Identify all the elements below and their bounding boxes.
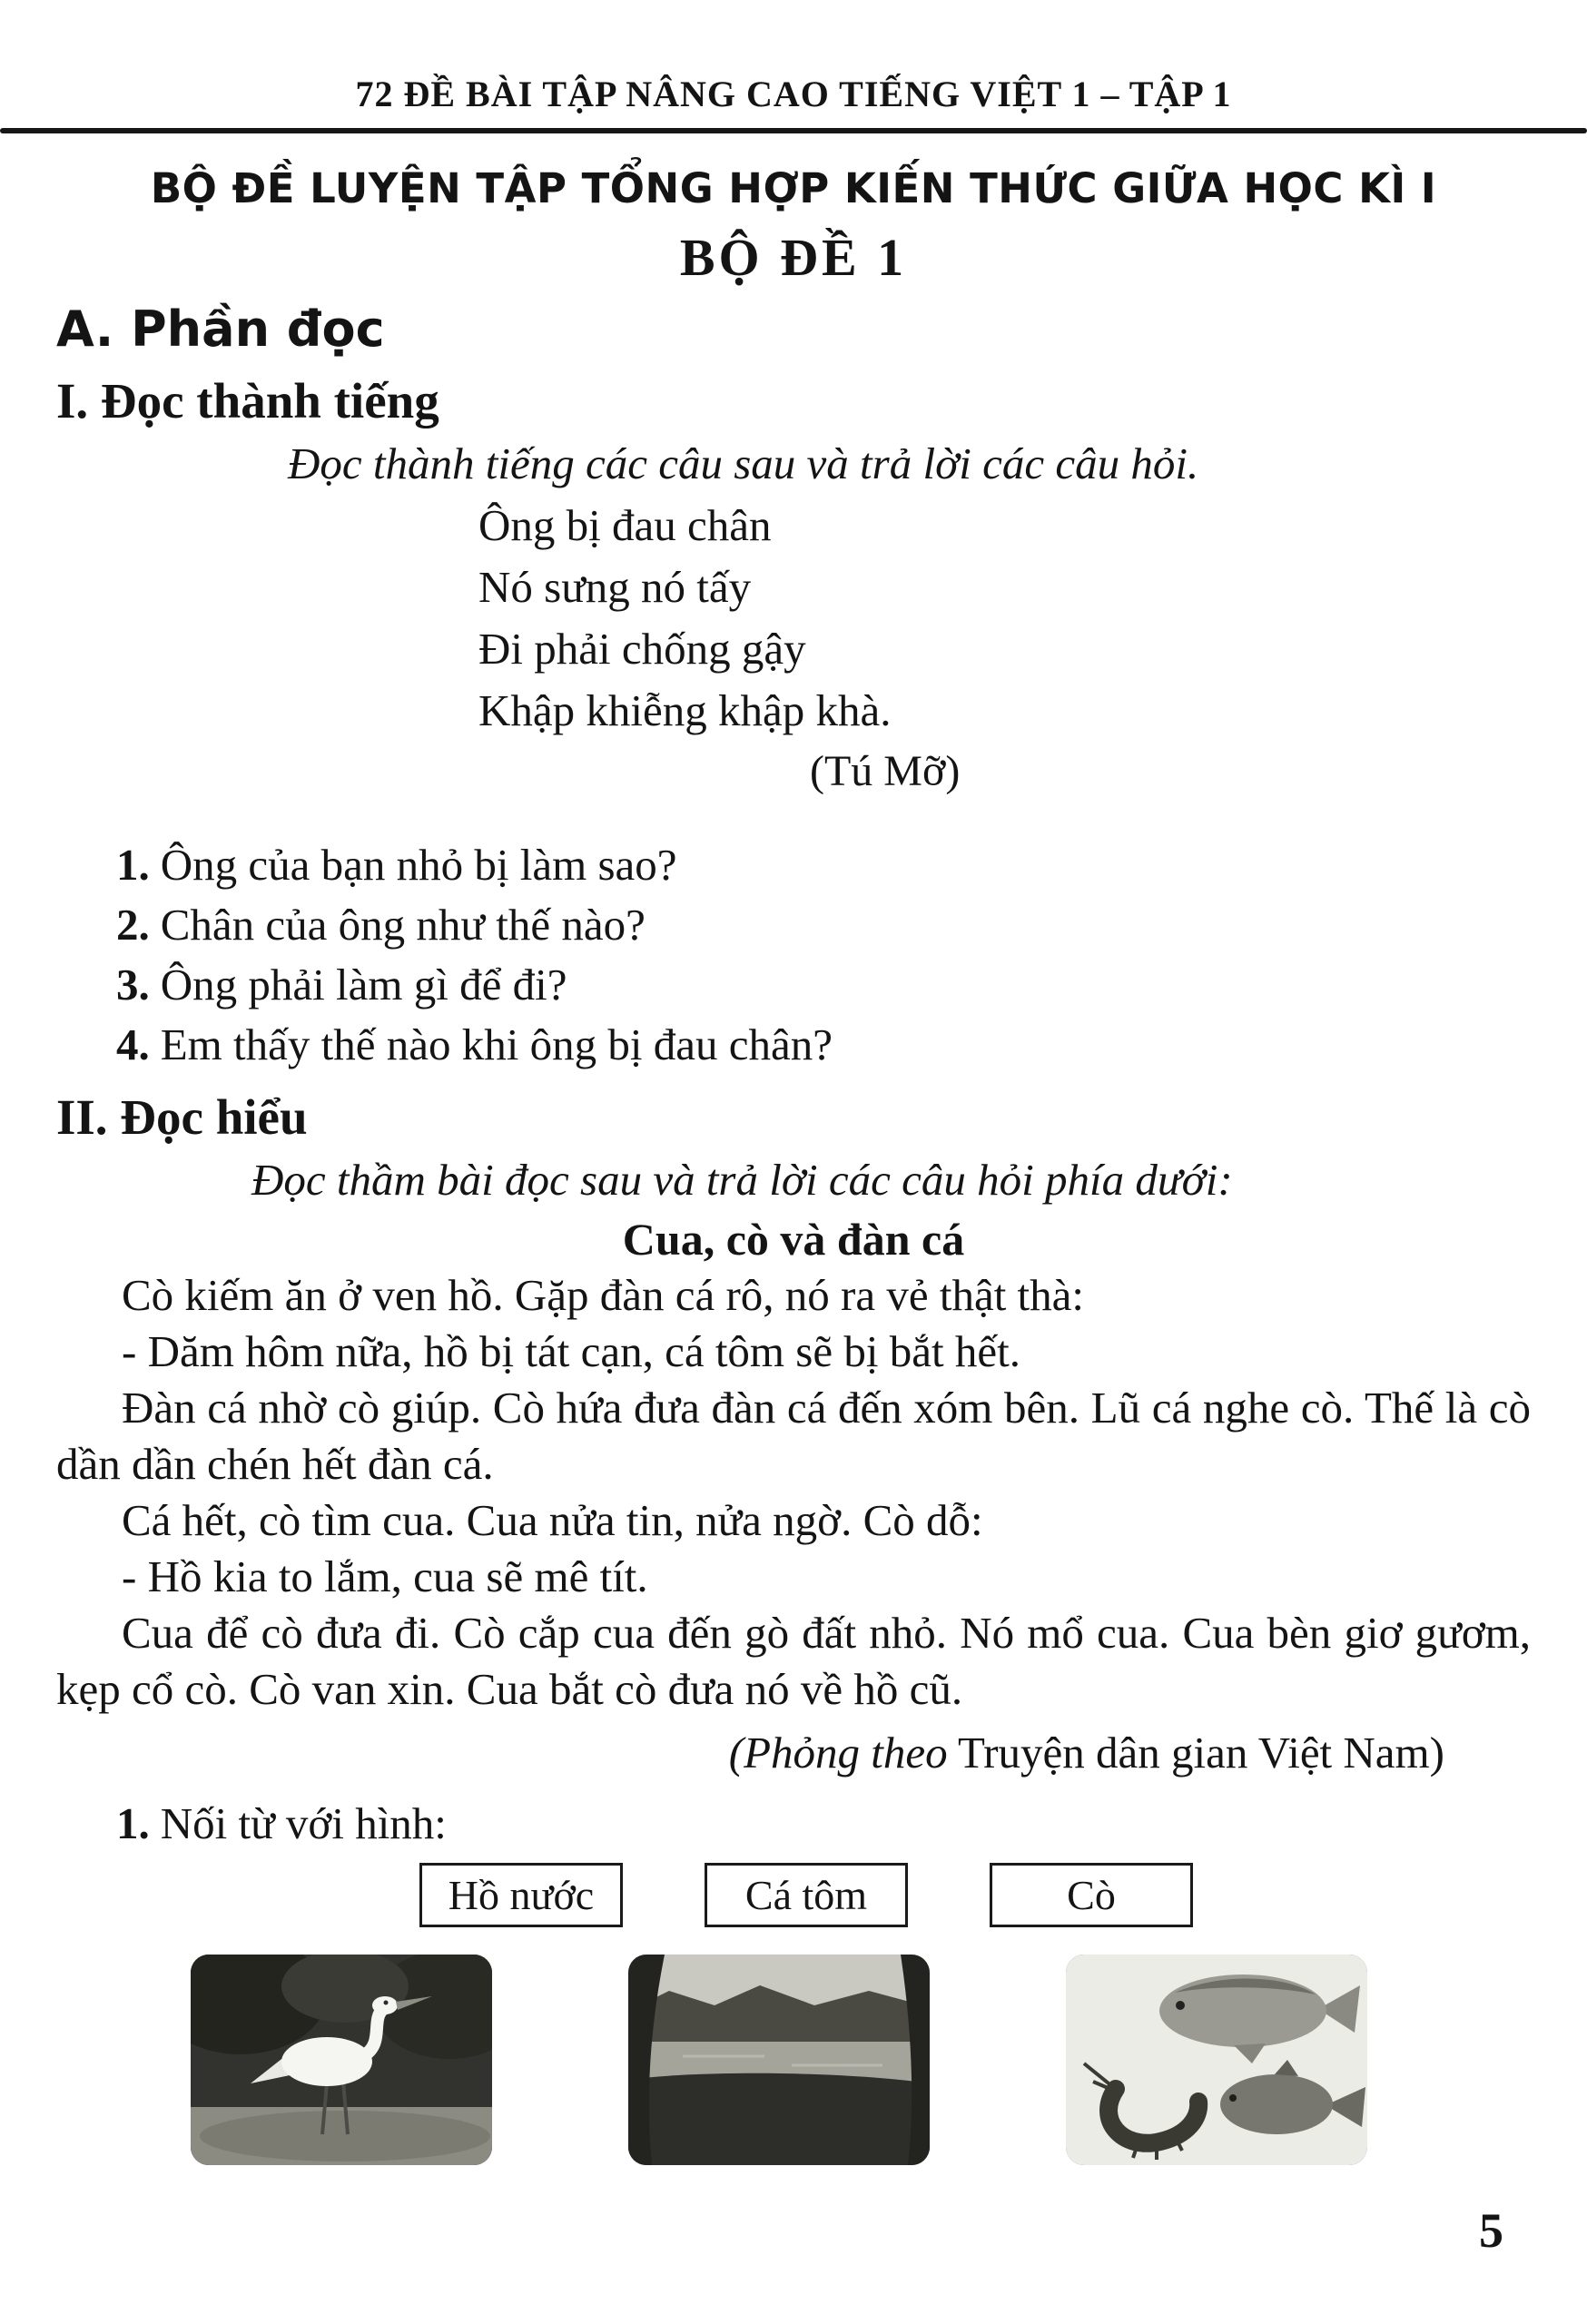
question-item <box>116 896 1531 954</box>
story-source <box>56 1725 1531 1781</box>
word-box-ca-tom: Cá tôm <box>705 1863 908 1927</box>
story-source-italic: (Phỏng theo <box>728 1728 948 1777</box>
reading-aloud-instruction: Đọc thành tiếng các câu sau và trả lời các câu hỏi. <box>288 438 1199 488</box>
question-number: 3. <box>116 960 150 1009</box>
question-item <box>116 956 1531 1014</box>
page-number: 5 <box>1479 2203 1503 2258</box>
question-number: 1. <box>116 840 150 890</box>
question-item <box>116 1016 1531 1074</box>
lake-photo <box>628 1955 930 2165</box>
story-paragraph: - Hồ kia to lắm, cua sẽ mê tít. <box>122 1551 648 1601</box>
story-paragraph: - Dăm hôm nữa, hồ bị tát cạn, cá tôm sẽ bị bắt hết. <box>122 1326 1020 1376</box>
exercise1-number: 1. <box>116 1798 150 1848</box>
word-box-ho-nuoc: Hồ nước <box>419 1863 623 1927</box>
reading-aloud-heading: I. Đọc thành tiếng <box>56 373 439 428</box>
question-number: 2. <box>116 900 150 950</box>
word-box-co: Cò <box>990 1863 1193 1927</box>
poem-line: Khập khiễng khập khà. <box>478 685 892 735</box>
section-a-heading: A. Phần đọc <box>56 300 385 358</box>
header-rule <box>0 128 1587 133</box>
question-item <box>116 836 1531 894</box>
question-text: Ông của bạn nhỏ bị làm sao? <box>160 840 677 890</box>
story-title: Cua, cò và đàn cá <box>622 1214 965 1265</box>
question-text: Em thấy thế nào khi ông bị đau chân? <box>160 1019 833 1069</box>
photo-row <box>191 1955 1531 2165</box>
poem-line: Đi phải chống gậy <box>478 624 806 674</box>
story-paragraph: Đàn cá nhờ cò giúp. Cò hứa đưa đàn cá đến xóm bên. Lũ cá nghe cò. Thế là cò dần dần chén hết đàn cá. <box>56 1383 1531 1489</box>
poem <box>478 497 1531 740</box>
poem-line: Nó sưng nó tấy <box>478 562 752 612</box>
story-paragraph: Cá hết, cò tìm cua. Cua nửa tin, nửa ngờ. Cò dỗ: <box>122 1495 983 1545</box>
word-box-row <box>419 1863 1531 1927</box>
running-header: 72 ĐỀ BÀI TẬP NÂNG CAO TIẾNG VIỆT 1 – TẬP 1 <box>355 74 1232 114</box>
story <box>56 1211 1531 1781</box>
egret-photo <box>191 1955 492 2165</box>
question-number: 4. <box>116 1019 150 1069</box>
booklet-title: BỘ ĐỀ LUYỆN TẬP TỔNG HỢP KIẾN THỨC GIỮA HỌC KÌ I <box>150 164 1437 212</box>
exercise1-label <box>116 1796 1531 1852</box>
fish-shrimp-photo <box>1066 1955 1367 2165</box>
story-paragraph: Cua để cò đưa đi. Cò cắp cua đến gò đất nhỏ. Nó mổ cua. Cua bèn giơ gươm, kẹp cổ cò. Cò van xin. Cua bắt cò đưa nó về hồ cũ. <box>56 1608 1531 1714</box>
story-source-regular: Truyện dân gian Việt Nam) <box>947 1728 1444 1777</box>
story-paragraph: Cò kiếm ăn ở ven hồ. Gặp đàn cá rô, nó ra vẻ thật thà: <box>122 1270 1085 1320</box>
question-text: Chân của ông như thế nào? <box>160 900 646 950</box>
comprehension-heading: II. Đọc hiểu <box>56 1089 308 1145</box>
exercise1-text: Nối từ với hình: <box>160 1798 447 1848</box>
poem-author: (Tú Mỡ) <box>810 747 961 795</box>
question-list <box>116 836 1531 1074</box>
poem-line: Ông bị đau chân <box>478 500 772 550</box>
comprehension-instruction: Đọc thầm bài đọc sau và trả lời các câu hỏi phía dưới: <box>251 1155 1233 1205</box>
set-title: BỘ ĐỀ 1 <box>679 228 908 287</box>
question-text: Ông phải làm gì để đi? <box>160 960 567 1009</box>
